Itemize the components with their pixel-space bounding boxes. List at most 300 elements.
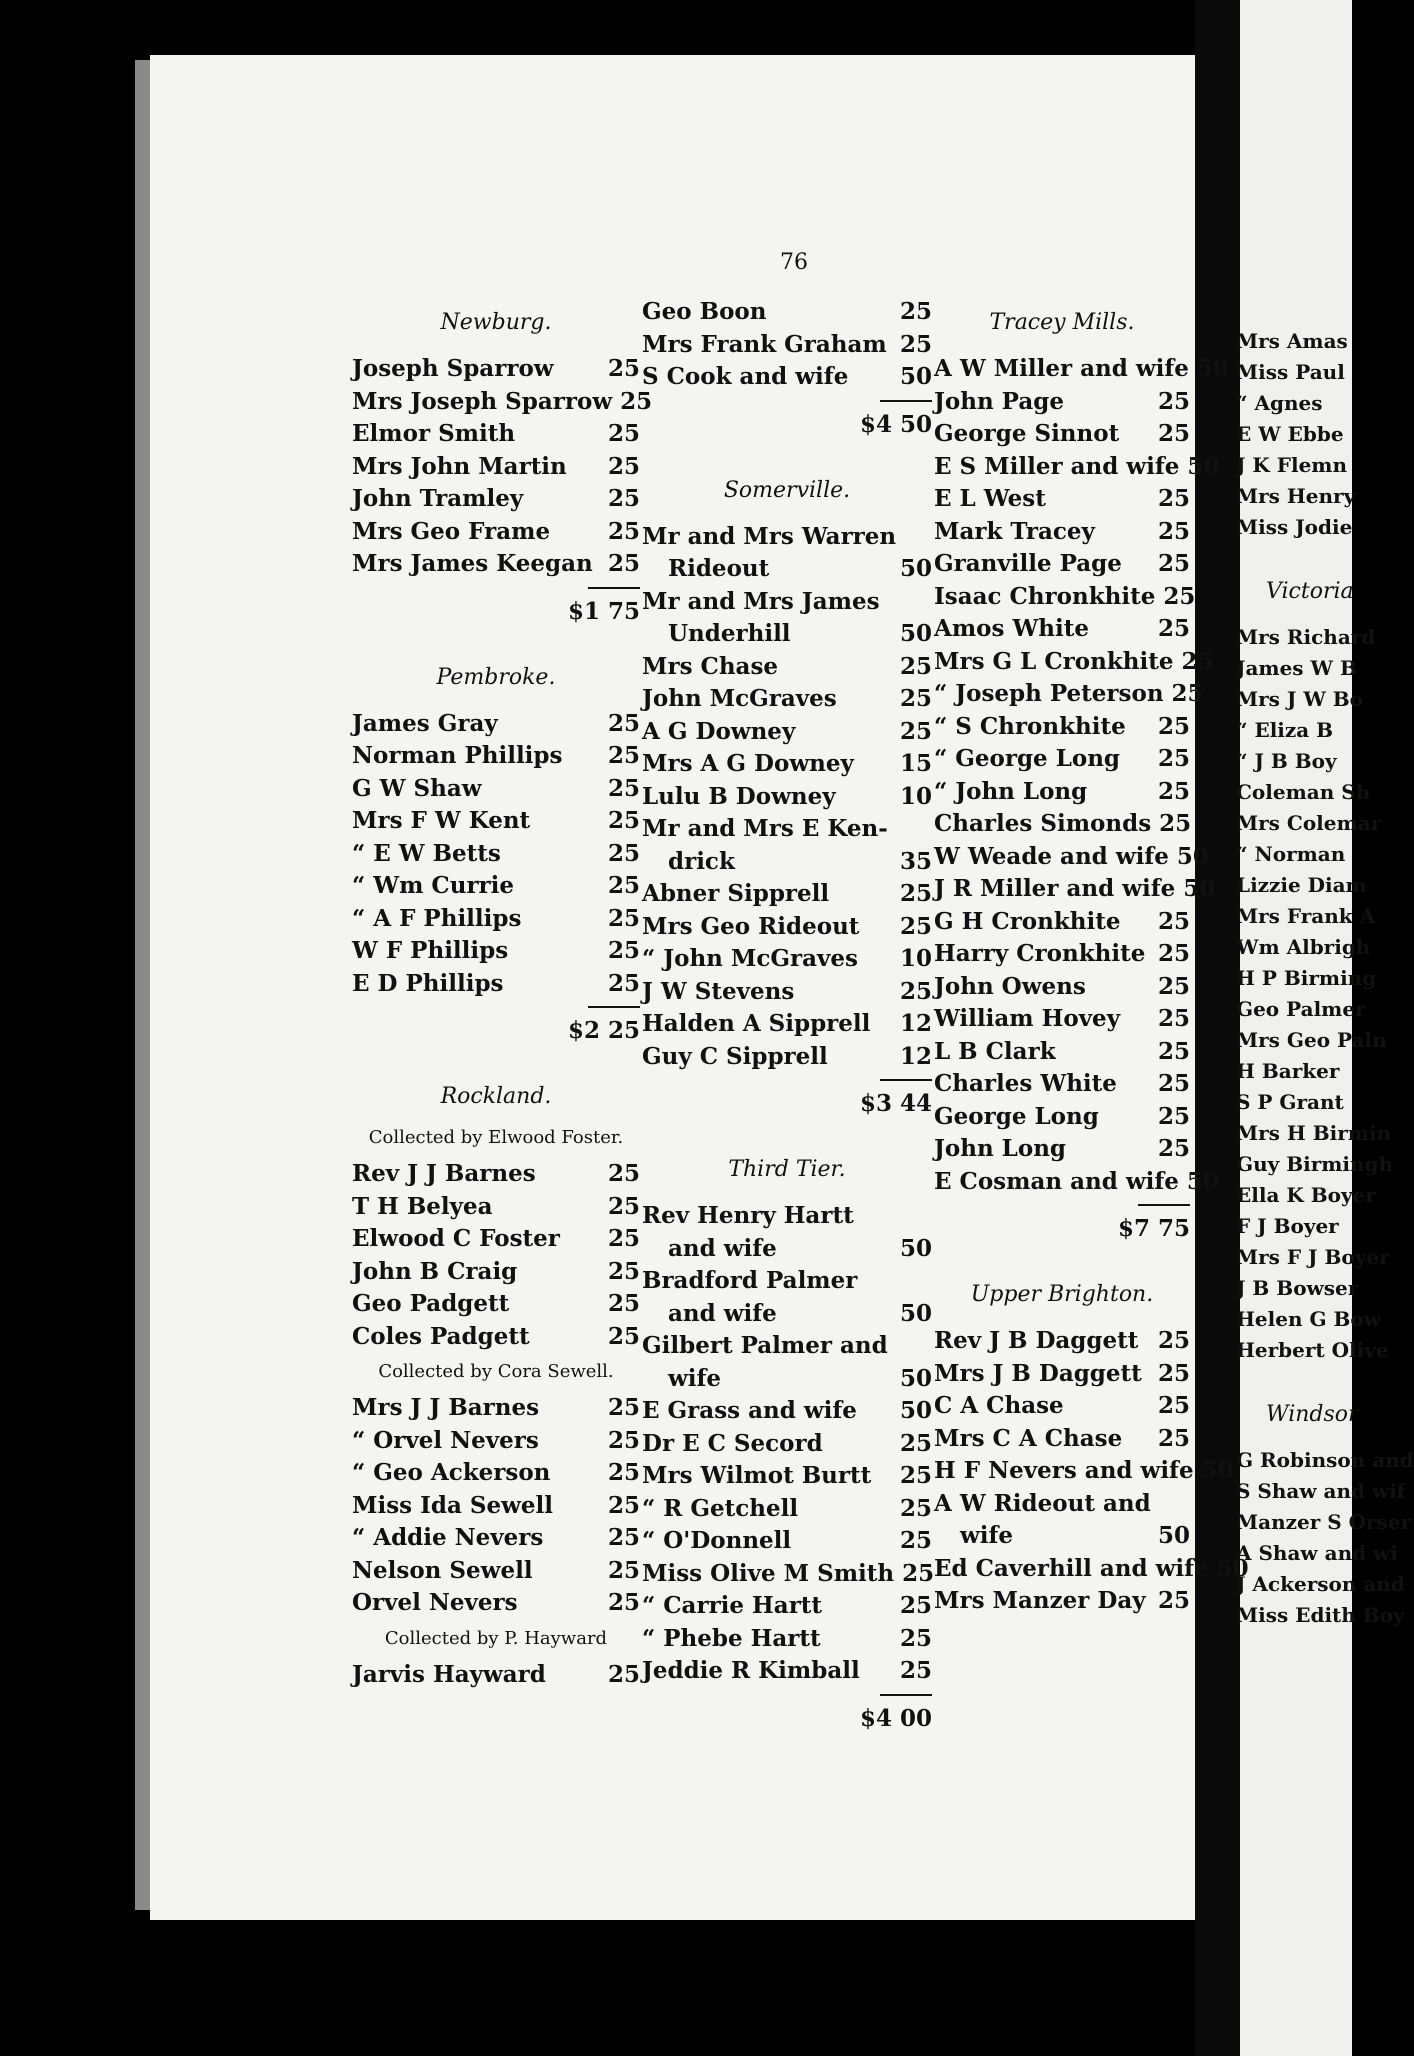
list-item bbox=[1236, 481, 1366, 512]
list-item bbox=[1236, 1476, 1406, 1507]
list-item bbox=[352, 1587, 640, 1620]
list-item bbox=[1236, 684, 1366, 715]
donation-amount: 25 bbox=[607, 709, 640, 737]
donor-name: A G Downey bbox=[642, 717, 796, 745]
donor-name: Mrs H Birmin bbox=[1236, 1121, 1392, 1145]
donation-amount: 25 bbox=[899, 330, 932, 358]
list-item bbox=[1236, 622, 1376, 653]
donor-name: Miss Ida Sewell bbox=[352, 1491, 554, 1519]
donor-name: James Gray bbox=[352, 709, 498, 737]
list-item bbox=[642, 878, 932, 911]
donor-name: Mrs J J Barnes bbox=[352, 1394, 540, 1421]
donor-name: Geo Padgett bbox=[352, 1290, 510, 1317]
spacer bbox=[642, 1121, 932, 1143]
donor-name: Charles Simonds bbox=[934, 810, 1152, 837]
column-1 bbox=[352, 296, 653, 1691]
donor-name: Jarvis Hayward bbox=[352, 1660, 546, 1688]
donor-name: Lizzie Diam bbox=[1236, 873, 1367, 897]
donation-amount: 25 bbox=[1157, 1005, 1190, 1032]
donation-amount: 25 bbox=[899, 912, 932, 940]
donation-amount: 50 bbox=[899, 555, 932, 582]
list-item bbox=[934, 1423, 1190, 1456]
donor-name: Mrs Chase bbox=[642, 652, 779, 680]
donation-amount: 25 bbox=[607, 807, 640, 834]
donor-name: Abner Sipprell bbox=[642, 880, 830, 907]
section-title: Victoria bbox=[1266, 579, 1354, 604]
donation-amount: 25 bbox=[607, 1290, 640, 1317]
donation-amount: 25 bbox=[607, 517, 640, 545]
donation-amount: 50 bbox=[899, 620, 932, 647]
donation-amount: 25 bbox=[899, 1592, 932, 1619]
donation-amount: 25 bbox=[899, 1624, 932, 1652]
list-item bbox=[934, 808, 1190, 841]
donation-amount: 25 bbox=[899, 880, 932, 907]
list-item bbox=[352, 1158, 640, 1191]
donor-name: John McGraves bbox=[642, 685, 837, 712]
donor-name: “ O'Donnell bbox=[642, 1527, 792, 1554]
donor-name: “ Geo Ackerson bbox=[352, 1459, 551, 1486]
donor-name: Herbert Olive bbox=[1236, 1338, 1389, 1362]
donation-amount bbox=[1151, 1488, 1191, 1521]
list-item bbox=[642, 1590, 932, 1623]
list-item bbox=[352, 451, 640, 484]
donation-amount: 25 bbox=[1157, 1359, 1190, 1387]
section-title: Third Tier. bbox=[728, 1157, 846, 1182]
list-item bbox=[352, 870, 640, 903]
list-item bbox=[1236, 1149, 1394, 1180]
donor-name: “ E W Betts bbox=[352, 839, 501, 867]
donor-name: Underhill bbox=[668, 620, 791, 647]
donation-amount: 25 bbox=[1163, 582, 1196, 610]
list-item bbox=[1236, 653, 1366, 684]
donor-name: “ Eliza B bbox=[1236, 718, 1334, 742]
donor-name: and wife bbox=[668, 1234, 777, 1262]
donation-amount bbox=[892, 1200, 932, 1233]
total-amount: $2 25 bbox=[567, 1017, 640, 1044]
donation-amount bbox=[892, 1330, 932, 1363]
donation-amount: 35 bbox=[899, 847, 932, 875]
donor-name: George Sinnot bbox=[934, 420, 1120, 447]
donor-name: A W Rideout and bbox=[934, 1489, 1151, 1517]
list-item bbox=[1236, 994, 1366, 1025]
donation-amount: 50 bbox=[899, 363, 932, 390]
list-item bbox=[642, 1265, 932, 1298]
donor-name: “ Joseph Peterson bbox=[934, 680, 1164, 707]
donation-amount: 50 bbox=[899, 1364, 932, 1392]
list-item bbox=[352, 805, 640, 838]
list-item bbox=[934, 1455, 1234, 1488]
donation-amount: 50 bbox=[1186, 1167, 1219, 1195]
donor-name: Mr and Mrs James bbox=[642, 587, 880, 615]
list-item bbox=[642, 943, 932, 976]
donor-name: Mrs Joseph Sparrow bbox=[352, 387, 613, 415]
list-item bbox=[352, 740, 640, 773]
section-title: Rockland. bbox=[440, 1084, 552, 1109]
list-item bbox=[934, 1036, 1190, 1069]
donor-name: Geo Palmer bbox=[1236, 997, 1366, 1021]
donation-amount: 25 bbox=[1157, 1102, 1190, 1130]
donation-amount: 15 bbox=[899, 750, 932, 777]
donor-name: Mrs Geo Paln bbox=[1236, 1028, 1387, 1052]
donation-amount: 12 bbox=[899, 1010, 932, 1037]
donor-name: Elwood C Foster bbox=[352, 1225, 560, 1252]
list-item bbox=[1236, 746, 1366, 777]
donation-amount: 25 bbox=[607, 550, 640, 577]
page-number: 76 bbox=[780, 250, 808, 275]
section-title: Pembroke. bbox=[436, 664, 556, 690]
list-item bbox=[352, 708, 640, 741]
donation-amount: 25 bbox=[1171, 680, 1204, 707]
list-item bbox=[352, 1425, 640, 1458]
donor-name: A Shaw and wi bbox=[1236, 1541, 1398, 1565]
donation-amount bbox=[892, 813, 932, 846]
donation-amount: 25 bbox=[899, 977, 932, 1005]
list-item bbox=[934, 743, 1190, 776]
list-item bbox=[352, 483, 640, 516]
donation-amount: 25 bbox=[1157, 1135, 1190, 1162]
donor-name: Joseph Sparrow bbox=[352, 355, 554, 382]
donation-amount: 25 bbox=[1157, 387, 1190, 415]
list-item bbox=[934, 776, 1190, 809]
donation-amount: 25 bbox=[607, 1225, 640, 1252]
donor-name: W Weade and wife bbox=[934, 842, 1169, 870]
donor-name: L B Clark bbox=[934, 1037, 1056, 1065]
list-item bbox=[352, 1256, 640, 1289]
donor-name: W F Phillips bbox=[352, 937, 509, 964]
donor-name: Mrs Colemar bbox=[1236, 811, 1382, 835]
list-item bbox=[352, 1321, 640, 1354]
list-item bbox=[352, 1392, 640, 1425]
donation-amount: 25 bbox=[899, 717, 932, 745]
right-page-column bbox=[1236, 326, 1414, 1631]
list-item bbox=[1236, 1273, 1366, 1304]
list-item bbox=[934, 678, 1204, 711]
donor-name: S P Grant bbox=[1236, 1090, 1344, 1114]
list-item bbox=[1236, 1445, 1414, 1476]
donor-name: Nelson Sewell bbox=[352, 1556, 533, 1584]
donor-name: Granville Page bbox=[934, 550, 1122, 577]
section-title: Upper Brighton. bbox=[970, 1282, 1154, 1307]
donor-name: Guy Birmingh bbox=[1236, 1152, 1394, 1176]
list-item bbox=[934, 1133, 1190, 1166]
donor-name: Amos White bbox=[934, 615, 1090, 642]
list-item bbox=[1236, 777, 1371, 808]
list-item bbox=[642, 781, 932, 814]
donation-amount: 25 bbox=[607, 774, 640, 802]
donor-name: and wife bbox=[668, 1299, 777, 1327]
donor-name: Bradford Palmer bbox=[642, 1267, 858, 1294]
donation-amount: 25 bbox=[899, 298, 932, 325]
list-item bbox=[1236, 1569, 1405, 1600]
donation-amount bbox=[896, 521, 936, 554]
list-item bbox=[352, 1223, 640, 1256]
section-title: Windsor bbox=[1266, 1402, 1359, 1427]
donation-amount: 25 bbox=[1157, 550, 1190, 577]
list-item bbox=[642, 1493, 932, 1526]
donation-amount: 25 bbox=[607, 1556, 640, 1584]
donation-amount: 25 bbox=[1181, 647, 1214, 675]
list-item bbox=[642, 553, 932, 586]
donation-amount: 25 bbox=[899, 1429, 932, 1457]
donor-name: Harry Cronkhite bbox=[934, 940, 1146, 967]
donation-amount: 25 bbox=[1157, 972, 1190, 1000]
list-item bbox=[934, 906, 1190, 939]
list-item bbox=[352, 1522, 640, 1555]
donor-name: Ed Caverhill and wife bbox=[934, 1554, 1209, 1582]
list-item bbox=[1236, 1600, 1405, 1631]
donation-amount: 50 bbox=[1201, 1457, 1234, 1484]
donor-name: Coleman Sh bbox=[1236, 780, 1371, 804]
donation-amount: 25 bbox=[607, 1491, 640, 1519]
donor-name: “ J B Boy bbox=[1236, 749, 1337, 773]
donation-amount: 25 bbox=[1157, 1327, 1190, 1354]
donor-name: Mark Tracey bbox=[934, 517, 1095, 545]
donor-name: Helen G Bow bbox=[1236, 1307, 1381, 1331]
donation-amount: 25 bbox=[1157, 517, 1190, 545]
list-item bbox=[1236, 512, 1366, 543]
donation-amount: 25 bbox=[899, 1462, 932, 1489]
list-item bbox=[352, 968, 640, 1001]
list-item bbox=[352, 1457, 640, 1490]
donor-name: Mrs C A Chase bbox=[934, 1424, 1123, 1452]
list-item bbox=[934, 548, 1190, 581]
list-item bbox=[934, 1068, 1190, 1101]
donor-name: Mrs J W Bo bbox=[1236, 687, 1363, 711]
donation-amount: 25 bbox=[607, 1459, 640, 1486]
donation-amount: 25 bbox=[607, 1192, 640, 1220]
list-item bbox=[1236, 808, 1382, 839]
list-item bbox=[642, 976, 932, 1009]
list-item bbox=[934, 1003, 1190, 1036]
donation-amount: 25 bbox=[607, 1160, 640, 1187]
total-amount: $3 44 bbox=[859, 1090, 932, 1117]
list-item bbox=[934, 1101, 1190, 1134]
list-item bbox=[642, 1655, 932, 1688]
donor-name: Mrs Amas bbox=[1236, 329, 1348, 353]
total-rule bbox=[1138, 1204, 1190, 1206]
donor-name: Mrs Richard bbox=[1236, 625, 1376, 649]
list-item bbox=[642, 683, 932, 716]
list-item bbox=[642, 361, 932, 394]
donation-amount: 50 bbox=[899, 1299, 932, 1327]
list-item bbox=[1236, 1507, 1412, 1538]
list-item bbox=[1236, 1056, 1366, 1087]
donation-amount: 25 bbox=[899, 685, 932, 712]
list-item bbox=[934, 418, 1190, 451]
donation-amount: 25 bbox=[607, 839, 640, 867]
list-item bbox=[1236, 1211, 1366, 1242]
list-item bbox=[934, 1358, 1190, 1391]
spacer bbox=[352, 629, 640, 651]
list-item bbox=[352, 418, 640, 451]
donor-name: Miss Paul bbox=[1236, 360, 1345, 384]
list-item bbox=[1236, 326, 1366, 357]
donor-name: J Ackerson and bbox=[1236, 1572, 1405, 1596]
donation-amount: 25 bbox=[1157, 1424, 1190, 1452]
donation-amount: 25 bbox=[1159, 810, 1192, 837]
list-item bbox=[642, 716, 932, 749]
donation-amount: 25 bbox=[607, 1426, 640, 1454]
donor-name: Mrs Frank A bbox=[1236, 904, 1376, 928]
donation-amount: 50 bbox=[899, 1397, 932, 1424]
section-total bbox=[352, 595, 640, 629]
donor-name: Mrs J B Daggett bbox=[934, 1359, 1142, 1387]
list-item bbox=[934, 971, 1190, 1004]
list-item bbox=[1236, 901, 1376, 932]
donation-amount: 25 bbox=[899, 1657, 932, 1684]
list-item bbox=[642, 1558, 935, 1591]
list-item bbox=[934, 613, 1190, 646]
list-item bbox=[642, 1041, 932, 1074]
list-item bbox=[642, 1200, 932, 1233]
donor-name: “ John Long bbox=[934, 777, 1088, 805]
donor-name: Guy C Sipprell bbox=[642, 1042, 828, 1070]
donation-amount: 25 bbox=[1157, 1587, 1190, 1614]
donor-name: Isaac Chronkhite bbox=[934, 582, 1156, 610]
donation-amount: 12 bbox=[899, 1042, 932, 1070]
donation-amount: 25 bbox=[607, 420, 640, 447]
donation-amount: 25 bbox=[607, 1257, 640, 1285]
total-amount: $1 75 bbox=[567, 597, 640, 625]
donor-name: E Cosman and wife bbox=[934, 1167, 1179, 1195]
donation-amount: 25 bbox=[902, 1559, 935, 1587]
spacer bbox=[1236, 543, 1366, 565]
list-item bbox=[934, 451, 1220, 484]
donation-amount bbox=[892, 586, 932, 619]
list-item bbox=[642, 521, 932, 554]
list-item bbox=[642, 586, 932, 619]
list-item bbox=[352, 773, 640, 806]
list-item bbox=[1236, 715, 1366, 746]
list-item bbox=[352, 1659, 640, 1692]
section-total bbox=[934, 1212, 1190, 1246]
list-item bbox=[352, 516, 640, 549]
list-item bbox=[352, 1490, 640, 1523]
total-amount: $4 50 bbox=[859, 410, 932, 438]
donation-amount: 50 bbox=[1216, 1554, 1249, 1582]
donation-amount: 25 bbox=[607, 937, 640, 964]
section-total bbox=[352, 1014, 640, 1048]
list-item bbox=[1236, 1180, 1376, 1211]
donor-name: Mrs Geo Frame bbox=[352, 517, 551, 545]
list-item bbox=[934, 1520, 1190, 1553]
list-item bbox=[642, 1460, 932, 1493]
donation-amount: 25 bbox=[1157, 940, 1190, 967]
donation-amount: 25 bbox=[1157, 485, 1190, 512]
donor-name: Geo Boon bbox=[642, 298, 767, 325]
donor-name: F J Boyer bbox=[1236, 1214, 1339, 1238]
donor-name: James W B bbox=[1236, 656, 1357, 680]
donation-amount: 25 bbox=[899, 1527, 932, 1554]
collector-note: Collected by Elwood Foster. bbox=[368, 1127, 624, 1148]
donor-name: Mr and Mrs E Ken- bbox=[642, 815, 888, 842]
donor-name: “ Addie Nevers bbox=[352, 1524, 544, 1551]
donation-amount: 25 bbox=[1157, 1037, 1190, 1065]
donor-name: E D Phillips bbox=[352, 969, 504, 997]
list-item bbox=[642, 651, 932, 684]
donor-name: A W Miller and wife bbox=[934, 355, 1189, 382]
donation-amount: 50 bbox=[1157, 1522, 1190, 1549]
donor-name: T H Belyea bbox=[352, 1192, 493, 1220]
total-rule bbox=[880, 400, 932, 402]
list-item bbox=[934, 1325, 1190, 1358]
spacer bbox=[352, 1048, 640, 1070]
list-item bbox=[934, 483, 1190, 516]
donor-name: Orvel Nevers bbox=[352, 1589, 518, 1616]
list-item bbox=[642, 329, 932, 362]
donation-amount: 25 bbox=[1157, 712, 1190, 740]
donor-name: E S Miller and wife bbox=[934, 452, 1180, 480]
list-item bbox=[1236, 419, 1366, 450]
donor-name: G H Cronkhite bbox=[934, 907, 1121, 935]
list-item bbox=[642, 1008, 932, 1041]
list-item bbox=[352, 935, 640, 968]
collector-note: Collected by Cora Sewell. bbox=[378, 1361, 614, 1382]
donor-name: Mrs G L Cronkhite bbox=[934, 647, 1174, 675]
donation-amount: 25 bbox=[607, 872, 640, 899]
donor-name: “ Agnes bbox=[1236, 391, 1323, 415]
donor-name: Mrs Henry bbox=[1236, 484, 1356, 508]
donor-name: John Tramley bbox=[352, 485, 524, 512]
donation-amount: 10 bbox=[899, 782, 932, 810]
donation-amount: 25 bbox=[1157, 1392, 1190, 1419]
donor-name: Mrs John Martin bbox=[352, 452, 567, 480]
donation-amount: 25 bbox=[607, 969, 640, 997]
column-3 bbox=[934, 296, 1249, 1618]
donor-name: E L West bbox=[934, 485, 1046, 512]
donor-name: “ Norman bbox=[1236, 842, 1346, 866]
donation-amount: 50 bbox=[1196, 355, 1229, 382]
list-item bbox=[642, 1428, 932, 1461]
donation-amount: 25 bbox=[1157, 1070, 1190, 1097]
donor-name: H Barker bbox=[1236, 1059, 1340, 1083]
total-rule bbox=[880, 1694, 932, 1696]
list-item bbox=[352, 1191, 640, 1224]
donor-name: “ Phebe Hartt bbox=[642, 1624, 821, 1652]
donor-name: Jeddie R Kimball bbox=[642, 1657, 860, 1684]
donor-name: Manzer S Orser bbox=[1236, 1510, 1412, 1534]
list-item bbox=[352, 548, 640, 581]
donor-name: “ R Getchell bbox=[642, 1494, 799, 1522]
page-gutter bbox=[1195, 0, 1240, 2056]
donor-name: J R Miller and wife bbox=[934, 875, 1176, 902]
spacer bbox=[1236, 1366, 1366, 1388]
list-item bbox=[642, 813, 932, 846]
list-item bbox=[934, 1585, 1190, 1618]
list-item bbox=[934, 841, 1209, 874]
donor-name: Mr and Mrs Warren bbox=[642, 522, 897, 550]
list-item bbox=[1236, 1025, 1387, 1056]
donor-name: drick bbox=[668, 847, 735, 875]
list-item bbox=[934, 873, 1216, 906]
list-item bbox=[1236, 450, 1366, 481]
donor-name: S Cook and wife bbox=[642, 363, 849, 390]
donation-amount: 25 bbox=[607, 485, 640, 512]
list-item bbox=[934, 1166, 1219, 1199]
donor-name: Mrs Wilmot Burtt bbox=[642, 1462, 872, 1489]
list-item bbox=[934, 581, 1196, 614]
total-rule bbox=[880, 1079, 932, 1081]
donation-amount: 25 bbox=[607, 1524, 640, 1551]
donation-amount: 50 bbox=[1183, 875, 1216, 902]
donor-name: Rev J J Barnes bbox=[352, 1160, 536, 1187]
donor-name: wife bbox=[668, 1364, 722, 1392]
donor-name: Mrs Frank Graham bbox=[642, 330, 887, 358]
list-item bbox=[642, 748, 932, 781]
donor-name: “ A F Phillips bbox=[352, 904, 522, 932]
donor-name: “ Carrie Hartt bbox=[642, 1592, 823, 1619]
donor-name: Gilbert Palmer and bbox=[642, 1332, 888, 1359]
